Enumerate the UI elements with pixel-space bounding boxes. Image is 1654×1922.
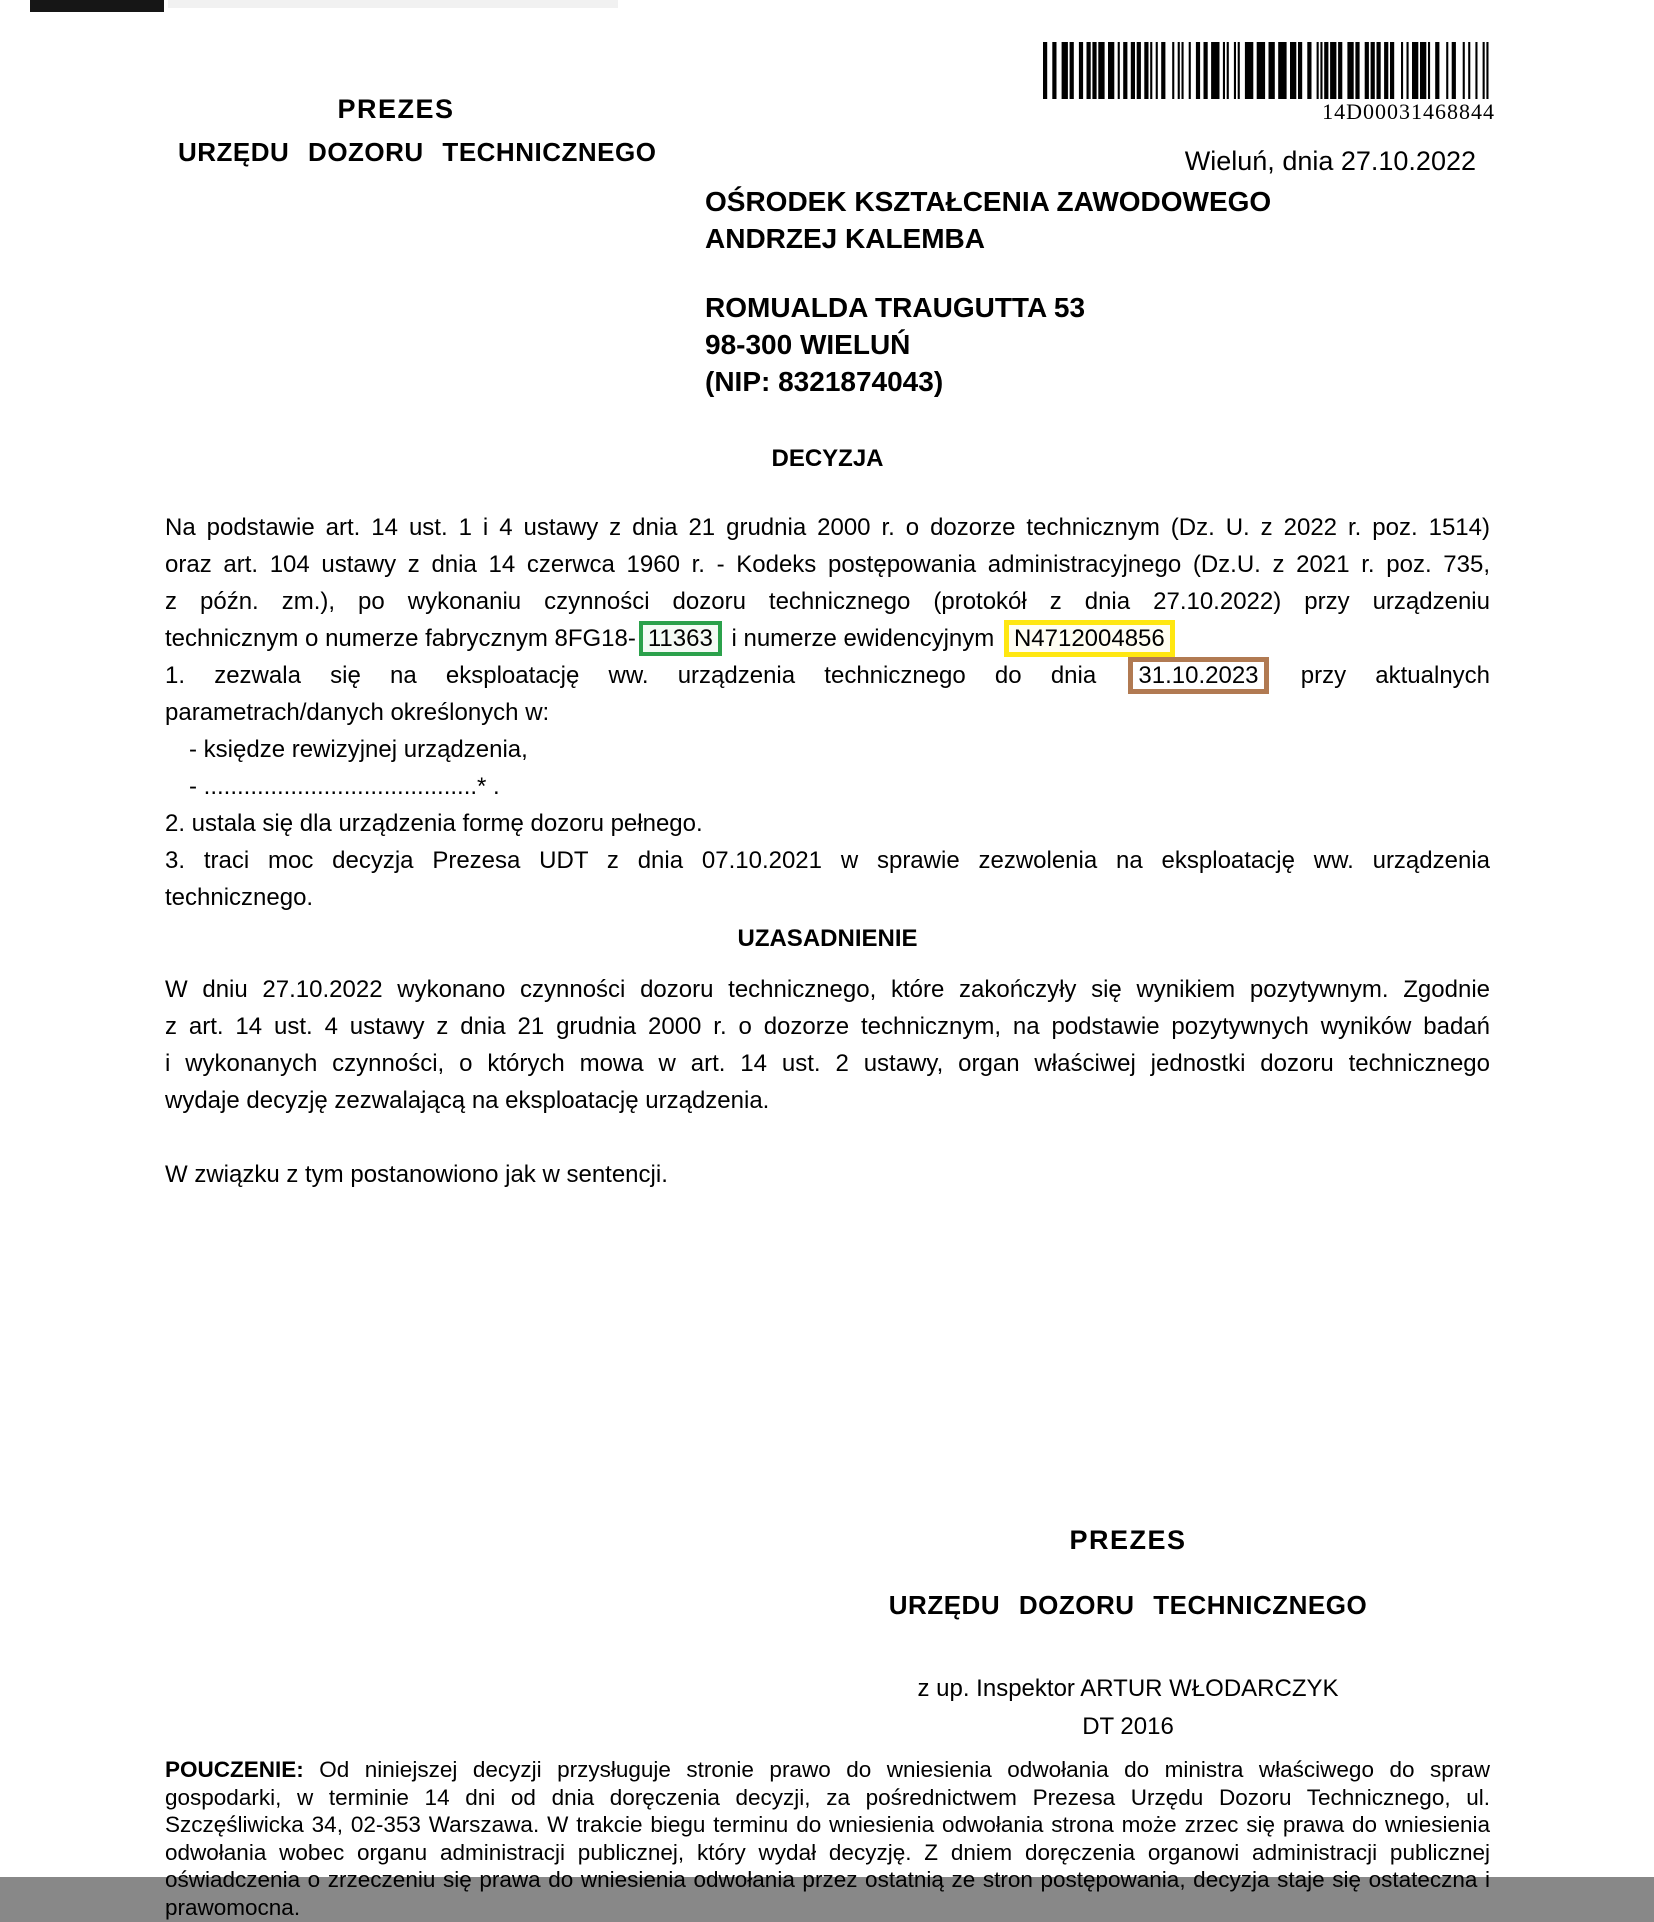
date-line: Wieluń, dnia 27.10.2022 [1184, 146, 1476, 176]
recipient-block [705, 183, 1271, 400]
text-line: z późn. zm.), po wykonaniu czynności dozoru technicznego (protokół z dnia 27.10.2022) przy urządzeniu [165, 588, 1490, 615]
recipient-name-line: OŚRODEK KSZTAŁCENIA ZAWODOWEGO [705, 186, 1272, 217]
text-line: oświadczenia o zrzeczeniu się prawa do wniesienia odwołania przez ostatnią ze stron postępowania, decyzja staje się ostateczna i [165, 1867, 1490, 1893]
barcode-block [1043, 42, 1495, 124]
text-line: gospodarki, w terminie 14 dni od dnia doręczenia decyzji, za pośrednictwem Prezesa Urzędu Dozoru Technicznego, ul. [165, 1784, 1490, 1810]
serial-line-middle: i numerze ewidencyjnym [731, 625, 995, 652]
serial-line-prefix: technicznym o numerze fabrycznym 8FG18- [165, 625, 636, 652]
signature-subtitle: URZĘDU DOZORU TECHNICZNEGO [888, 1590, 1368, 1620]
text-line: parametrach/danych określonych w: [165, 699, 550, 726]
text-line: odwołania wobec organu administracji publicznej, który wydał decyzję. Z dniem doręczenia organowi administracji publicznej [165, 1839, 1490, 1865]
text-line: wydaje decyzję zezwalającą na eksploatację urządzenia. [165, 1087, 770, 1114]
barcode-number: 14D00031468844 [1322, 99, 1495, 124]
issuer-title: PREZES [337, 94, 455, 124]
recipient-nip: (NIP: 8321874043) [705, 366, 944, 397]
notice-label: POUCZENIE: [165, 1757, 304, 1782]
text-line: Na podstawie art. 14 ust. 1 i 4 ustawy z dnia 21 grudnia 2000 r. o dozorze technicznym (Dz. U. z 2022 r. poz. 1514) [165, 514, 1490, 541]
issuer-header [178, 94, 657, 168]
registry-number-highlight: N4712004856 [1004, 620, 1175, 657]
signature-block [878, 1523, 1378, 1742]
text-line: i wykonanych czynności, o których mowa w art. 14 ust. 2 ustawy, organ właściwej jednostki dozoru technicznego [165, 1050, 1490, 1077]
text-line: W dniu 27.10.2022 wykonano czynności dozoru technicznego, które zakończyły się wynikiem pozytywnym. Zgodnie [165, 976, 1490, 1003]
item1-prefix: 1. zezwala się na eksploatację ww. urządzenia technicznego do dnia [165, 662, 1097, 689]
scan-artifact [168, 0, 618, 8]
signature-inspector: z up. Inspektor ARTUR WŁODARCZYK [917, 1675, 1339, 1702]
text-line: 3. traci moc decyzja Prezesa UDT z dnia 07.10.2021 w sprawie zezwolenia na eksploatację ww. urządzenia [165, 847, 1490, 874]
signature-department: DT 2016 [1082, 1713, 1174, 1740]
text-line: 2. ustala się dla urządzenia formę dozoru pełnego. [165, 810, 703, 837]
expiry-date-highlight: 31.10.2023 [1128, 657, 1268, 694]
bullet-line: - księdze rewizyjnej urządzenia, [189, 736, 528, 763]
notice-line1: Od niniejszej decyzji przysługuje stronie prawo do wniesienia odwołania do ministra właściwego do spraw [303, 1757, 1490, 1782]
serial-number-highlight: 11363 [639, 621, 722, 656]
decision-paragraph [165, 509, 1490, 916]
signature-title: PREZES [1069, 1525, 1187, 1555]
text-line: prawomocna. [165, 1894, 301, 1920]
redacted-stamp [30, 0, 164, 12]
text-line [165, 1756, 1490, 1784]
issuer-subtitle: URZĘDU DOZORU TECHNICZNEGO [178, 137, 657, 167]
closing-sentence: W związku z tym postanowiono jak w sentencji. [165, 1161, 668, 1188]
document-body [165, 440, 1490, 1922]
notice-paragraph [165, 1756, 1490, 1922]
barcode [1043, 42, 1495, 99]
bullet-line: - .........................................* . [189, 773, 500, 800]
text-line: oraz art. 104 ustawy z dnia 14 czerwca 1960 r. - Kodeks postępowania administracyjnego (Dz.U. z 2021 r. poz. 735, [165, 551, 1490, 578]
decision-title: DECYZJA [771, 445, 884, 472]
text-line [165, 620, 1490, 657]
justification-paragraph [165, 971, 1490, 1119]
text-line: z art. 14 ust. 4 ustawy z dnia 21 grudnia 2000 r. o dozorze technicznym, na podstawie pozytywnych wyników badań [165, 1013, 1490, 1040]
recipient-name-line: ANDRZEJ KALEMBA [705, 223, 985, 254]
recipient-city: 98-300 WIELUŃ [705, 329, 911, 360]
item1-suffix: przy aktualnych [1300, 662, 1491, 689]
recipient-street: ROMUALDA TRAUGUTTA 53 [705, 292, 1086, 323]
text-line: Szczęśliwicka 34, 02-353 Warszawa. W trakcie biegu terminu do wniesienia odwołania strona może zrzec się prawa do wniesienia [165, 1812, 1490, 1838]
justification-title: UZASADNIENIE [737, 925, 918, 952]
text-line [165, 657, 1490, 694]
text-line: technicznego. [165, 884, 314, 911]
